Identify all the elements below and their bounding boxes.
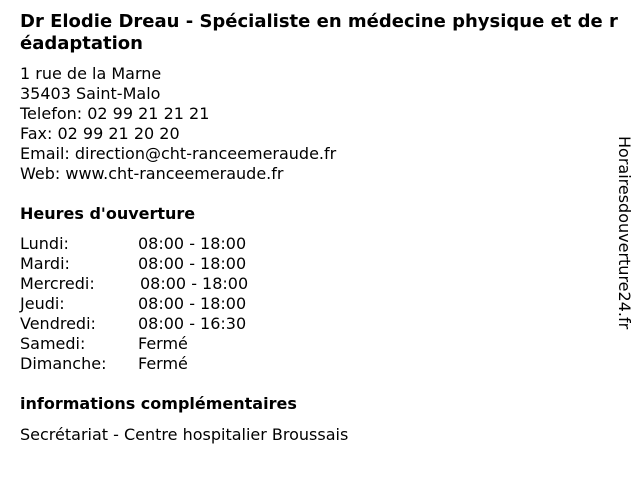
site-watermark: Horairesdouverture24.fr — [615, 136, 634, 330]
hours-time: 08:00 - 18:00 — [138, 254, 247, 273]
web-line: Web: www.cht-ranceemeraude.fr — [20, 164, 284, 183]
hours-day: Samedi: — [20, 334, 86, 353]
hours-time: 08:00 - 16:30 — [138, 314, 247, 333]
page-title: Dr Elodie Dreau - Spécialiste en médecine physique et de réadaptation — [20, 11, 618, 54]
address-city: 35403 Saint-Malo — [20, 84, 161, 103]
email-line: Email: direction@cht-ranceemeraude.fr — [20, 144, 337, 163]
contact-block — [20, 64, 336, 184]
hours-day: Mercredi: — [20, 274, 95, 293]
hours-heading: Heures d'ouverture — [20, 204, 196, 223]
info-text: Secrétariat - Centre hospitalier Broussais — [20, 425, 349, 444]
phone-line: Telefon: 02 99 21 21 21 — [20, 104, 210, 123]
hours-day: Mardi: — [20, 254, 70, 273]
hours-time: 08:00 - 18:00 — [140, 274, 249, 293]
hours-day: Jeudi: — [20, 294, 65, 313]
fax-line: Fax: 02 99 21 20 20 — [20, 124, 180, 143]
hours-day: Vendredi: — [20, 314, 96, 333]
hours-time: 08:00 - 18:00 — [138, 294, 247, 313]
hours-time: Fermé — [138, 334, 188, 353]
hours-day: Lundi: — [20, 234, 69, 253]
address-street: 1 rue de la Marne — [20, 64, 162, 83]
hours-time: Fermé — [138, 354, 188, 373]
hours-day: Dimanche: — [20, 354, 107, 373]
info-heading: informations complémentaires — [20, 394, 297, 413]
hours-time: 08:00 - 18:00 — [138, 234, 247, 253]
